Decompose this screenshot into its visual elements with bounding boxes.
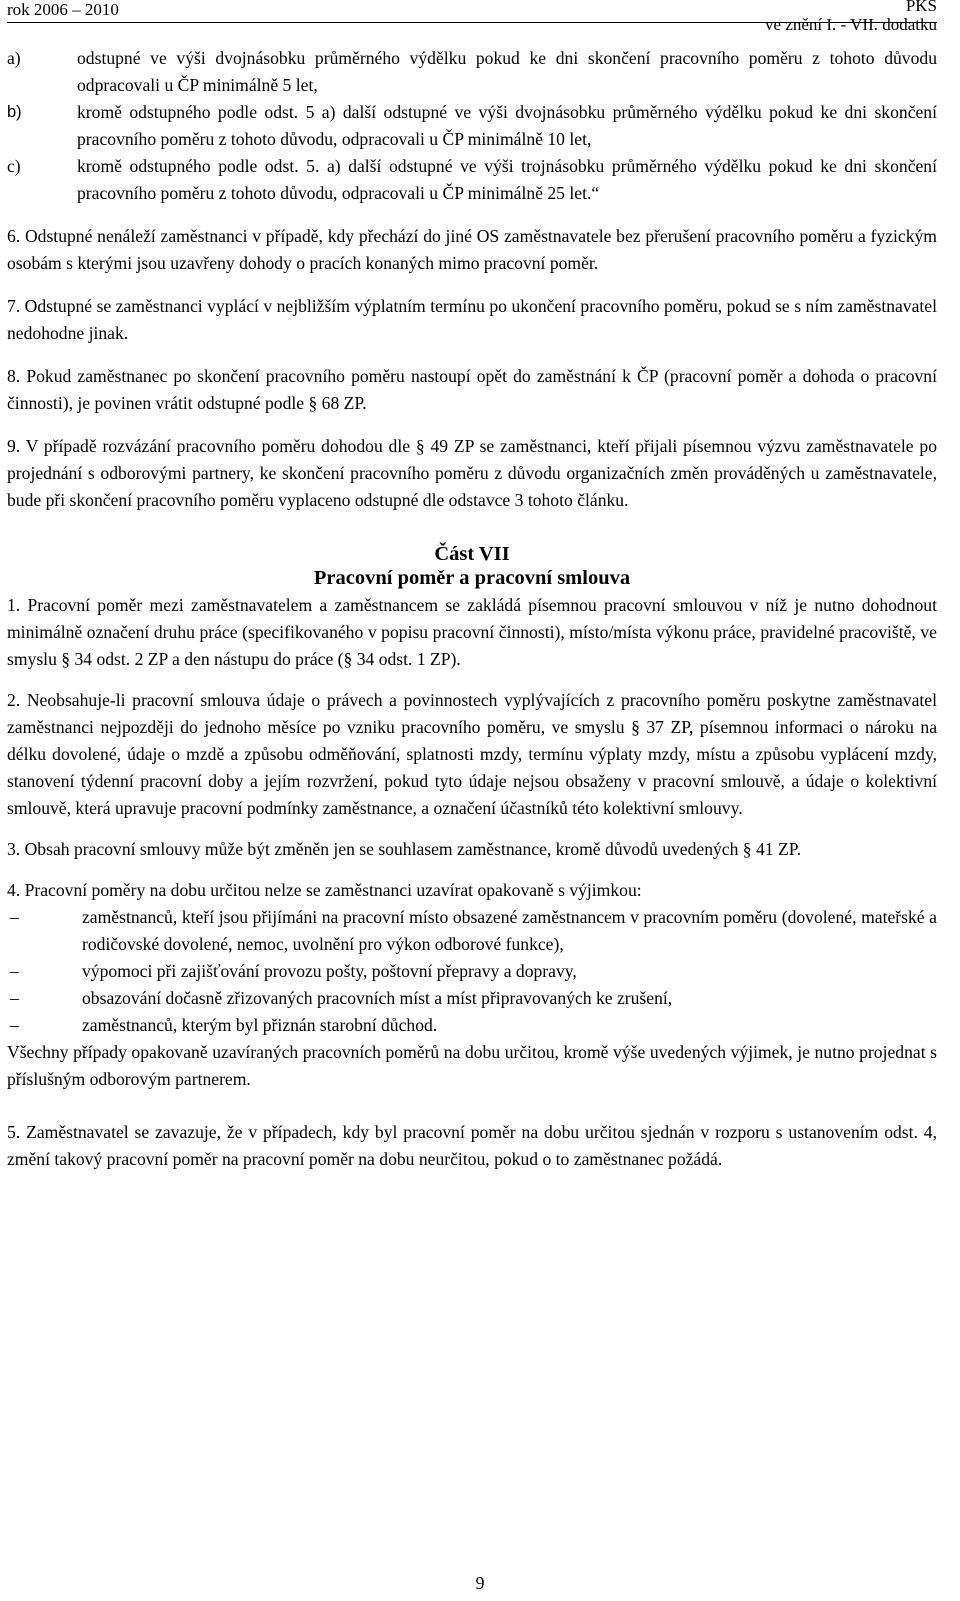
list-item bbox=[7, 153, 937, 207]
dash-list-item bbox=[7, 1012, 937, 1039]
dash-list-item bbox=[7, 985, 937, 1012]
document-page bbox=[7, 0, 937, 1169]
dash-list-item bbox=[7, 958, 937, 985]
article-paragraph-1: 1. Pracovní poměr mezi zaměstnavatelem a zaměstnancem se zakládá písemnou pracovní smlouvou v níž je nutno dohodnout minimálně označení druhu práce (specifikovaného v popisu pracovní činnosti), místo/místa výkonu práce, pravidelné pracoviště, ve smyslu § 34 odst. 2 ZP a den nástupu do práce (§ 34 odst. 1 ZP). bbox=[7, 595, 937, 669]
article-paragraph-4: 4. Pracovní poměry na dobu určitou nelze se zaměstnanci uzavírat opakovaně s výjimkou: bbox=[7, 880, 642, 900]
list-item bbox=[7, 99, 937, 153]
dash-item-text: výpomoci při zajišťování provozu pošty, poštovní přepravy a dopravy, bbox=[82, 961, 577, 981]
list-marker: b) bbox=[7, 103, 22, 121]
dash-list-item bbox=[7, 904, 937, 958]
dash-item-text: zaměstnanců, kteří jsou přijímáni na pracovní místo obsazené zaměstnancem v pracovním poměru (dovolené, mateřské a rodičovské dovolené, nemoc, uvolnění pro výkon odborové funkce), bbox=[82, 907, 937, 954]
header-amendments: ve znění I. - VII. dodatku bbox=[765, 15, 937, 34]
paragraph-9: 9. V případě rozvázání pracovního poměru dohodou dle § 49 ZP se zaměstnanci, kteří přijali písemnou výzvu zaměstnavatele po projednání s odborovými partnery, ke skončení pracovního poměru z důvodu organizačních změn prováděných u zaměstnavatele, bude při skončení pracovního poměru vyplaceno odstupné dle odstavce 3 tohoto článku. bbox=[7, 436, 937, 510]
article-paragraph-4-outro: Všechny případy opakovaně uzavíraných pracovních poměrů na dobu určitou, kromě výše uvedených výjimek, je nutno projednat s příslušným odborovým partnerem. bbox=[7, 1042, 937, 1089]
dash-item-text: zaměstnanců, kterým byl přiznán starobní důchod. bbox=[82, 1015, 438, 1035]
list-text: odstupné ve výši dvojnásobku průměrného výdělku pokud ke dni skončení pracovního poměru z tohoto důvodu odpracovali u ČP minimálně 5 let, bbox=[77, 48, 937, 95]
document-body bbox=[7, 45, 937, 1173]
article-paragraph-3: 3. Obsah pracovní smlouvy může být změněn jen se souhlasem zaměstnance, kromě důvodů uvedených § 41 ZP. bbox=[7, 839, 801, 859]
page-number: 9 bbox=[475, 1573, 485, 1593]
part-title: Část VII bbox=[434, 543, 510, 565]
header-pks: PKS bbox=[905, 0, 937, 15]
dash-marker: – bbox=[10, 961, 19, 981]
part-subtitle: Pracovní poměr a pracovní smlouva bbox=[313, 567, 631, 589]
dash-marker: – bbox=[10, 1015, 19, 1035]
dash-marker: – bbox=[10, 988, 19, 1008]
article-paragraph-2: 2. Neobsahuje-li pracovní smlouva údaje o právech a povinnostech vyplývajících z pracovního poměru poskytne zaměstnavatel zaměstnanci nejpozději do jednoho měsíce po vzniku pracovního poměru, ve smyslu § 37 ZP, písemnou informaci o nároku na délku dovolené, údaje o mzdě a způsobu odměňování, splatnosti mzdy, termínu výplaty mzdy, místu a způsobu vyplácení mzdy, stanovení týdenní pracovní doby a jejím rozvržení, pokud tyto údaje nejsou obsaženy v pracovní smlouvě, a údaje o kolektivní smlouvě, která upravuje pracovní podmínky zaměstnance, a označení účastníků této kolektivní smlouvy. bbox=[7, 690, 937, 818]
article-paragraph-5: 5. Zaměstnavatel se zavazuje, že v případech, kdy byl pracovní poměr na dobu určitou sjednán v rozporu s ustanovením odst. 4, změní takový pracovní poměr na pracovní poměr na dobu neurčitou, pokud o to zaměstnanec požádá. bbox=[7, 1122, 937, 1169]
paragraph-7: 7. Odstupné se zaměstnanci vyplácí v nejbližším výplatním termínu po ukončení pracovního poměru, pokud se s ním zaměstnavatel nedohodne jinak. bbox=[7, 296, 937, 343]
dash-item-text: obsazování dočasně zřizovaných pracovních míst a míst připravovaných ke zrušení, bbox=[82, 988, 673, 1008]
page-header bbox=[7, 0, 937, 34]
list-marker: c) bbox=[7, 156, 21, 176]
header-right bbox=[765, 0, 937, 34]
paragraph-8: 8. Pokud zaměstnanec po skončení pracovního poměru nastoupí opět do zaměstnání k ČP (pracovní poměr a dohoda o pracovní činnosti), je povinen vrátit odstupné podle § 68 ZP. bbox=[7, 366, 937, 413]
list-text: kromě odstupného podle odst. 5 a) další odstupné ve výši dvojnásobku průměrného výdělku pokud ke dni skončení pracovního poměru z tohoto důvodu, odpracovali u ČP minimálně 10 let, bbox=[77, 102, 937, 149]
dash-marker: – bbox=[10, 907, 19, 927]
header-years: rok 2006 – 2010 bbox=[7, 0, 119, 19]
list-item bbox=[7, 45, 937, 99]
list-text: kromě odstupného podle odst. 5. a) další odstupné ve výši trojnásobku průměrného výdělku pokud ke dni skončení pracovního poměru z tohoto důvodu, odpracovali u ČP minimálně 25 let.“ bbox=[77, 156, 937, 203]
list-marker: a) bbox=[7, 48, 21, 68]
paragraph-6: 6. Odstupné nenáleží zaměstnanci v případě, kdy přechází do jiné OS zaměstnavatele bez přerušení pracovního poměru a fyzickým osobám s kterými jsou uzavřeny dohody o pracích konaných mimo pracovní poměr. bbox=[7, 226, 937, 273]
